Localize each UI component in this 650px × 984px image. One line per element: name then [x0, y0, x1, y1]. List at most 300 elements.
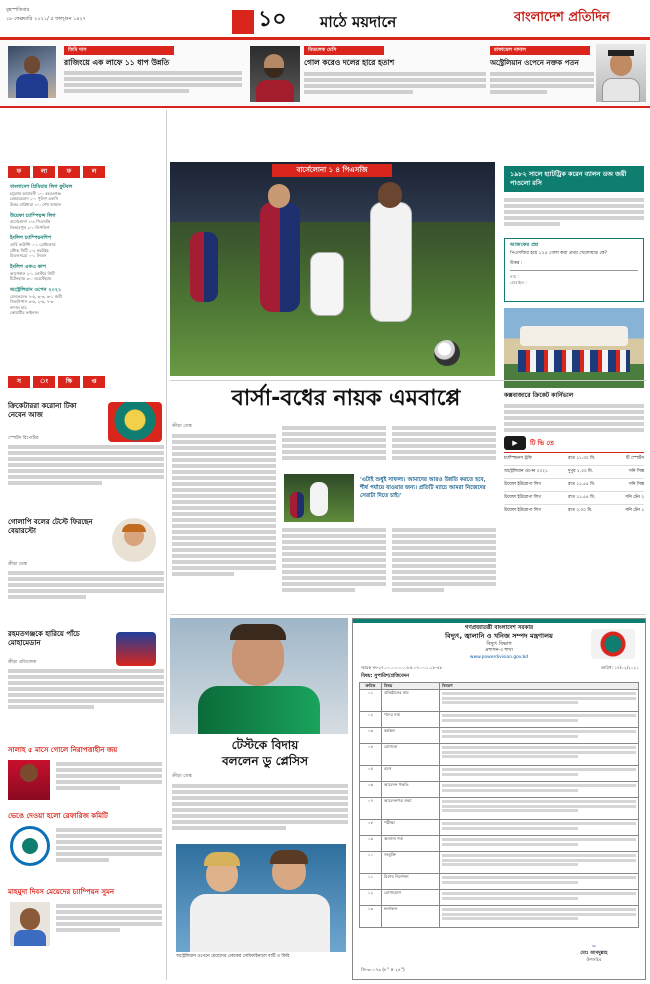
- text-line: [56, 774, 162, 778]
- tv-schedule: [504, 436, 644, 560]
- notice-table-header: [359, 682, 639, 690]
- text-line: [8, 451, 164, 455]
- row-details: [440, 836, 638, 851]
- text-line: [392, 540, 496, 544]
- tv-event: অস্ট্রেলিয়ান ওপেন ২০২১: [504, 469, 548, 474]
- row-topic: আবেদনপত্র জমা: [382, 798, 440, 819]
- text-line: [442, 768, 636, 771]
- shirt-shape: [256, 80, 294, 102]
- text-line: [504, 210, 644, 214]
- score-block-title: উয়েফা চ্যাম্পিয়ন্স লিগ: [10, 212, 56, 219]
- row-topic: অন্যান্য শর্ত: [382, 836, 440, 851]
- lead-rule: [170, 380, 646, 381]
- row-number: ০৬: [360, 782, 382, 797]
- text-line: [172, 554, 276, 558]
- tv-channel: সনি সিক্স: [628, 482, 644, 487]
- lead-body-col-3: [392, 424, 496, 474]
- text-line: [490, 78, 594, 82]
- bpl-logo-icon: [116, 632, 156, 666]
- tab-letter: ফ: [58, 166, 80, 178]
- row-topic: সংযুক্তি: [382, 852, 440, 873]
- scoreboard: [10, 184, 122, 350]
- text-line: [172, 500, 276, 504]
- score-block: [10, 184, 122, 208]
- shortcut-item: [8, 888, 164, 980]
- row-number: ১৩: [360, 906, 382, 927]
- tag-mid: মিডলেক মেসি: [304, 46, 384, 55]
- headline-mid[interactable]: গোল করেও দলের হারে হতাশ: [304, 58, 395, 67]
- score-line: চট্টগ্রাম আবাহনী ১-০ রহমতগঞ্জ: [10, 190, 61, 196]
- text-line: [392, 552, 496, 556]
- tv-event: উয়েফা ইউরোপা লিগ: [504, 495, 542, 500]
- text-line: [282, 558, 386, 562]
- du-plessis-headline-1[interactable]: টেস্টকে বিদায়: [231, 738, 299, 752]
- text-line: [8, 687, 164, 691]
- tv-time: রাত ১১.৫৫ মি.: [568, 482, 596, 487]
- quiz-label: আজকের প্রশ্ন: [510, 242, 539, 248]
- headband-shape: [608, 50, 634, 56]
- text-line: [442, 838, 636, 841]
- notice-table-row: [359, 836, 639, 852]
- text-line: [172, 452, 276, 456]
- notice-website[interactable]: www.powerdivision.gov.bd: [469, 655, 529, 660]
- text-line: [8, 469, 164, 473]
- col-header: বিষয়: [382, 683, 440, 689]
- pull-quote: 'এটাই শুধুই সাফল্য। আমাদের আরও উন্নতি করতে হবে, শীর্ষ পর্যায়ে যাওয়ার জন্য। প্রতিটি ম্যাচে আমরা নিজেদের সেরাটা দিতে চাই।': [360, 477, 486, 499]
- score-line: ডার্বি কাউন্টি ০-১ ব্রেন্টফোর্ড: [10, 242, 56, 248]
- row-details: [440, 690, 638, 711]
- row-number: ০১: [360, 690, 382, 711]
- shortcut-headline[interactable]: গোলাপি বলের টেস্টে ফিরছেন বেয়ারস্টো: [8, 518, 93, 535]
- text-line: [172, 536, 276, 540]
- text-line: [172, 790, 348, 794]
- text-line: [8, 669, 164, 673]
- shortcut-body: [8, 571, 164, 599]
- text-line: [392, 564, 496, 568]
- govt-notice: [352, 618, 646, 980]
- row-details: [440, 852, 638, 873]
- tennis-photo: [176, 844, 346, 952]
- text-line: [8, 705, 94, 709]
- text-line: [56, 858, 109, 862]
- text-line: [504, 216, 644, 220]
- signature-scribble: ~: [591, 943, 597, 950]
- text-line: [172, 524, 276, 528]
- text-line: [172, 476, 276, 480]
- text-line: [172, 440, 276, 444]
- text-line: [442, 897, 578, 900]
- score-block-title: ইংলিশ এফএ কাপ: [10, 264, 46, 270]
- shortcut-byline: স্পোর্টস রিপোর্টার: [8, 436, 39, 441]
- row-number: ০৩: [360, 728, 382, 743]
- text-line: [442, 876, 636, 879]
- row-number: ০৪: [360, 744, 382, 765]
- text-line: [392, 426, 496, 430]
- tab-letter: ল: [83, 166, 105, 178]
- hair-shape: [204, 852, 240, 866]
- body-right: [490, 71, 594, 97]
- row-number: ০৫: [360, 766, 382, 781]
- score-line: মোহামেডান ১-০ পুলিশ এফসি: [10, 196, 58, 202]
- text-line: [56, 780, 162, 784]
- text-line: [304, 90, 413, 94]
- row-number: ১০: [360, 852, 382, 873]
- notice-ministry: বিদ্যুৎ, জ্বালানি ও খনিজ সম্পদ মন্ত্রণালয়: [445, 632, 553, 640]
- text-line: [504, 410, 644, 414]
- text-line: [172, 802, 348, 806]
- score-line: কোয়ার্টার ফাইনাল: [10, 310, 39, 316]
- notice-memo: স্মারক নং-২৭.০০.০০০০.০৮৫.০৭.০০১.১৮-৪৮: [361, 665, 443, 670]
- text-line: [172, 808, 348, 812]
- shortcut-body: [56, 826, 162, 864]
- tv-time: রাত ১১.৫৫ মি.: [568, 495, 596, 500]
- text-line: [282, 444, 386, 448]
- text-line: [442, 854, 636, 857]
- row-number: ০৯: [360, 836, 382, 851]
- bff-logo-icon: [10, 826, 50, 866]
- text-line: [442, 892, 636, 895]
- text-line: [392, 576, 496, 580]
- score-block-title: বাংলাদেশ প্রিমিয়ার লিগ ফুটবল: [10, 184, 73, 190]
- text-line: [64, 83, 242, 87]
- inset-photo: [284, 474, 354, 522]
- answer-line: [510, 270, 638, 271]
- text-line: [442, 714, 636, 717]
- text-line: [172, 572, 234, 576]
- text-line: [442, 751, 636, 754]
- tag-left: তিমি দাস: [64, 46, 174, 55]
- notice-table-row: [359, 744, 639, 766]
- score-block: [10, 235, 122, 259]
- face-shape: [20, 764, 38, 782]
- shortcut-headline[interactable]: রহমতগঞ্জকে হারিয়ে পাঁচে মোহামেডান: [8, 630, 80, 647]
- logo-inner-shape: [22, 838, 38, 854]
- tag-right: রাফায়েল নাদাল: [490, 46, 590, 55]
- text-line: [282, 450, 386, 454]
- text-line: [442, 863, 578, 866]
- text-line: [64, 71, 242, 75]
- player-figure: [290, 492, 304, 518]
- masthead-logo: বাংলাদেশ প্রতিদিন: [514, 10, 610, 25]
- text-line: [172, 796, 348, 800]
- player-photo-left: [8, 46, 56, 98]
- lead-body-col-2b: [282, 526, 386, 610]
- tv-time: দুপুর ২.০০ মি.: [568, 469, 593, 474]
- du-plessis-photo: [170, 618, 348, 734]
- text-line: [442, 908, 636, 911]
- score-block: [10, 213, 122, 231]
- notice-table-row: [359, 874, 639, 890]
- text-line: [504, 404, 644, 408]
- date-line: ১৮ ফেব্রুয়ারি ২০২১/ ৫ ফাল্গুন ১৪২৭: [6, 15, 87, 22]
- lead-body-col-1: [172, 432, 276, 610]
- du-plessis-body: [172, 782, 348, 840]
- text-line: [282, 582, 386, 586]
- shortcut-item: [8, 518, 164, 624]
- tv-event: উয়েফা ইউরোপা লিগ: [504, 508, 542, 513]
- shortcut-headline[interactable]: মাহমুদা দিবস মেয়েদের চ্যাম্পিয়ন সুমন: [8, 888, 115, 896]
- tab-letter: ক্ষি: [58, 376, 80, 388]
- page-number-box: [232, 10, 254, 34]
- text-line: [56, 928, 120, 932]
- text-line: [172, 434, 276, 438]
- row-topic: কর্মস্থল: [382, 728, 440, 743]
- score-line: মিডলসব্রো ০-১ লিডস: [10, 253, 47, 259]
- score-line: উত্তর বারিধারা ১-০ শেখ জামাল: [10, 201, 62, 207]
- answer-label: উত্তর :: [510, 261, 523, 267]
- player-figure: [370, 202, 412, 322]
- row-details: [440, 744, 638, 765]
- notice-date: তারিখ: ১৭/০২/২০২১: [601, 665, 639, 670]
- shirt-shape: [190, 894, 330, 952]
- text-line: [64, 77, 242, 81]
- text-line: [282, 528, 386, 532]
- text-line: [64, 89, 189, 93]
- quiz-question: পিএসজির হয়ে ১২৫ গোল করা প্রথম খেলোয়াড় কে?: [510, 251, 608, 257]
- shortcut-tabs: [8, 376, 118, 390]
- shortcut-item: [8, 812, 164, 884]
- shortcut-headline[interactable]: সালাহ ৫ মাসে গোলে নিরাপত্তাহীন জয়: [8, 746, 118, 754]
- section-title: মাঠে ময়দানে: [320, 13, 397, 31]
- text-line: [442, 827, 578, 830]
- mujib-logo-icon: [591, 629, 635, 659]
- text-line: [282, 540, 386, 544]
- score-line: মেদভেদেভ ৭-৫, ৬-৩, ৬-১ জয়ী: [10, 293, 62, 299]
- text-line: [392, 432, 496, 436]
- score-line: সিতসিপাস ৩-৬, ২-৬, ৭-৬: [10, 299, 54, 305]
- text-line: [172, 542, 276, 546]
- player-figure: [260, 202, 300, 312]
- text-line: [172, 506, 276, 510]
- player-head: [378, 182, 402, 208]
- row-details: [440, 728, 638, 743]
- text-line: [504, 422, 644, 426]
- text-line: [442, 697, 636, 700]
- score-line: বার্সেলোনা ১-৪ পিএসজি: [10, 219, 51, 225]
- row-details: [440, 766, 638, 781]
- text-line: [442, 701, 578, 704]
- row-topic: বয়স: [382, 766, 440, 781]
- notice-footer-code: জি-৩০০৭৯ (৮'' × ২৪''): [361, 967, 405, 972]
- notice-table-row: [359, 766, 639, 782]
- text-line: [8, 475, 164, 479]
- text-line: [8, 595, 86, 599]
- text-line: [172, 482, 276, 486]
- notice-table-row: [359, 890, 639, 906]
- text-line: [392, 588, 444, 592]
- notice-signature: [549, 943, 639, 963]
- text-line: [442, 843, 578, 846]
- row-topic: পদের নাম: [382, 712, 440, 727]
- text-line: [442, 800, 636, 803]
- cricket-body: [504, 402, 644, 434]
- row-details: [440, 874, 638, 889]
- face-shape: [24, 56, 40, 74]
- tennis-caption: অস্ট্রেলিয়ান ওপেনে মেয়েদের এককের সেমিফাইনালে বার্টি ও কিরি: [176, 954, 290, 959]
- row-topic: যোগাযোগ: [382, 890, 440, 905]
- lead-photo: [170, 162, 495, 376]
- row-details: [440, 712, 638, 727]
- tab-letter: স: [8, 376, 30, 388]
- text-line: [442, 859, 636, 862]
- shortcut-headline[interactable]: ভেঙে দেওয়া হলো রেফারিজ কমিটি: [8, 812, 108, 820]
- headline-left[interactable]: রাজিংয়ে এক লাফে ১১ ধাপ উন্নতি: [64, 58, 170, 67]
- score-caption: বার্সেলোনা ১ ৪ পিএসজি: [272, 164, 392, 177]
- text-line: [442, 719, 578, 722]
- text-line: [172, 826, 286, 830]
- row-details: [440, 798, 638, 819]
- text-line: [172, 784, 348, 788]
- text-line: [282, 432, 386, 436]
- notice-table-row: [359, 906, 639, 928]
- notice-table-row: [359, 820, 639, 836]
- notice-branch: প্রশাসন-৩ শাখা: [485, 648, 513, 653]
- lead-body-col-2: [282, 424, 386, 474]
- row-topic: প্রতিষ্ঠানের নাম: [382, 690, 440, 711]
- face-shape: [20, 908, 40, 930]
- sidebar-body: [504, 196, 644, 232]
- column-divider: [166, 110, 167, 980]
- text-line: [304, 78, 486, 82]
- date-block: [6, 7, 156, 23]
- crowd-shape: [518, 350, 630, 372]
- notice-table-row: [359, 728, 639, 744]
- text-line: [442, 773, 578, 776]
- text-line: [172, 548, 276, 552]
- text-line: [56, 768, 162, 772]
- text-line: [392, 534, 496, 538]
- text-line: [8, 583, 164, 587]
- row-details: [440, 782, 638, 797]
- text-line: [392, 438, 496, 442]
- text-line: [8, 699, 164, 703]
- text-line: [56, 846, 162, 850]
- text-line: [56, 910, 162, 914]
- text-line: [442, 913, 636, 916]
- tv-time: রাত ২.০০ মি.: [568, 508, 593, 513]
- text-line: [304, 72, 486, 76]
- text-line: [392, 528, 496, 532]
- text-line: [56, 922, 162, 926]
- player-photo: [10, 902, 50, 946]
- text-line: [442, 822, 636, 825]
- notice-table-row: [359, 852, 639, 874]
- col-header: ক্রমিক: [360, 683, 382, 689]
- score-block-title: ইংলিশ চ্যাম্পিয়নশিপ: [10, 235, 52, 242]
- text-line: [304, 84, 486, 88]
- notice-top-bar: [353, 619, 645, 623]
- text-line: [172, 560, 276, 564]
- text-line: [172, 494, 276, 498]
- score-block-title: অস্ট্রেলিয়ান ওপেন ২০২১: [10, 286, 62, 293]
- lead-body-col-3b: [392, 526, 496, 610]
- text-line: [504, 204, 644, 208]
- player-head: [268, 184, 290, 208]
- tv-label: টি ভি তে: [530, 438, 554, 447]
- text-line: [56, 916, 162, 920]
- text-line: [282, 456, 386, 460]
- text-line: [282, 588, 355, 592]
- tv-channel: সনি টেন ১: [625, 508, 644, 513]
- text-line: [8, 577, 164, 581]
- shortcut-item: [8, 630, 164, 742]
- shortcut-headline[interactable]: ক্রিকেটাররা করোনা টিকা নেবেন আজ: [8, 402, 77, 419]
- text-line: [172, 488, 276, 492]
- score-line: টটেনহ্যাম ৩-০ ওয়েস্টহ্যাম: [10, 276, 52, 282]
- du-plessis-headline-2[interactable]: বললেন ডু প্লেসিস: [221, 754, 309, 768]
- text-line: [172, 518, 276, 522]
- text-line: [56, 828, 162, 832]
- text-line: [504, 428, 644, 432]
- text-line: [442, 789, 578, 792]
- row-number: ০৭: [360, 798, 382, 819]
- text-line: [56, 840, 162, 844]
- text-line: [56, 852, 162, 856]
- text-line: [282, 546, 386, 550]
- text-line: [56, 786, 120, 790]
- shortcut-byline: ক্রীড়া ডেস্ক: [8, 562, 27, 567]
- strip-rule: [0, 106, 650, 108]
- tab-letter: প্ত: [83, 376, 105, 388]
- headline-right[interactable]: অস্ট্রেলিয়ান ওপেনে নক্তক পতন: [490, 59, 579, 67]
- tv-channel: সনি টেন ২: [625, 495, 644, 500]
- score-block: [10, 264, 122, 282]
- body-mid: [304, 71, 486, 97]
- notice-table-row: [359, 712, 639, 728]
- text-line: [442, 730, 636, 733]
- lead-headline[interactable]: বার্সা-বধের নায়ক এমবাপ্পে: [231, 386, 461, 411]
- tv-event: চ্যাম্পিয়নস ট্রফি: [504, 456, 532, 461]
- shirt-shape: [602, 78, 640, 102]
- tv-row: [504, 453, 644, 466]
- text-line: [392, 582, 496, 586]
- text-line: [442, 805, 636, 808]
- tab-letter: ফ: [8, 166, 30, 178]
- text-line: [490, 90, 547, 94]
- player-figure: [310, 252, 344, 316]
- signature-name: মোঃ আবদুল্লাহ: [580, 951, 608, 956]
- text-line: [172, 464, 276, 468]
- notice-table-row: [359, 690, 639, 712]
- text-line: [8, 445, 164, 449]
- row-number: ১২: [360, 890, 382, 905]
- text-line: [442, 692, 636, 695]
- row-topic: বিশেষ নির্দেশনা: [382, 874, 440, 889]
- row-number: ০২: [360, 712, 382, 727]
- body-left: [64, 70, 242, 98]
- cricket-caption: কক্সবাজারে ক্রিকেট কার্নিভাল: [504, 392, 574, 399]
- text-line: [442, 746, 636, 749]
- text-line: [282, 564, 386, 568]
- top-strip: [0, 40, 650, 106]
- text-line: [442, 917, 578, 920]
- row-number: ১১: [360, 874, 382, 889]
- lead-byline: ক্রীড়া ডেস্ক: [172, 424, 192, 429]
- row-topic: আবেদন পদ্ধতি: [382, 782, 440, 797]
- text-line: [56, 762, 162, 766]
- text-line: [172, 566, 276, 570]
- text-line: [56, 904, 162, 908]
- page-number: ১০: [258, 7, 287, 32]
- player-figure: [310, 482, 328, 516]
- tv-row: [504, 479, 644, 492]
- beard-shape: [264, 68, 284, 78]
- text-line: [392, 450, 496, 454]
- tab-letter: ং: [33, 376, 55, 388]
- tv-header: [504, 436, 644, 453]
- row-details: [440, 820, 638, 835]
- cricket-photo: [504, 308, 644, 388]
